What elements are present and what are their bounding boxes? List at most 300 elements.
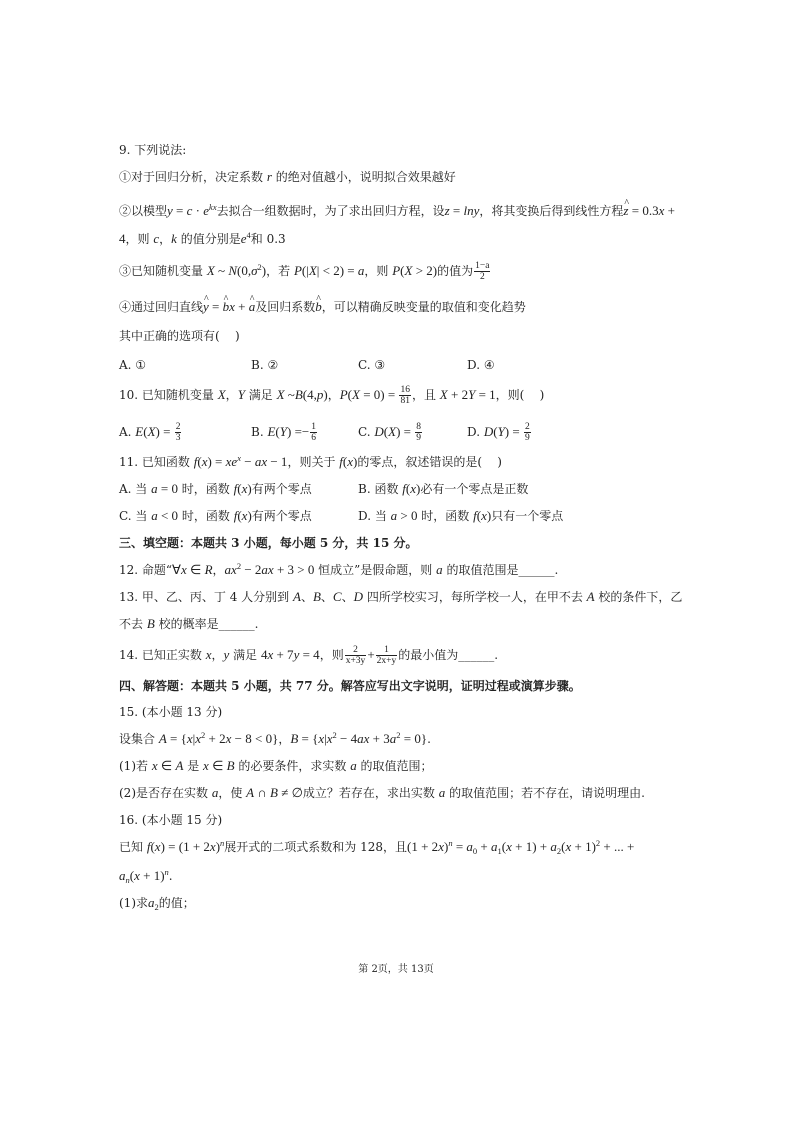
page-footer: 第 2页，共 13页 <box>358 964 434 975</box>
denominator: 6 <box>311 433 316 443</box>
math-symbols: ( <box>237 508 242 523</box>
question-10-stem <box>119 385 545 406</box>
math-variable: a <box>438 785 446 800</box>
text-run: 的值为 <box>437 264 474 278</box>
fraction <box>474 261 490 282</box>
text-run: 是 <box>183 759 204 773</box>
math-symbols: > 2) <box>412 263 438 278</box>
math-symbols: ( <box>405 481 411 496</box>
math-variable: ax <box>254 454 268 469</box>
text-run: 满足 <box>229 648 261 662</box>
question-15-stem <box>119 730 431 748</box>
math-variable: P <box>339 387 348 402</box>
superscript: kx <box>209 202 217 212</box>
superscript: n <box>220 838 225 848</box>
text-run: (2)是否存在实数 <box>119 786 212 800</box>
math-variable: ax <box>224 562 237 577</box>
math-variable: D <box>483 424 494 439</box>
math-variable: a <box>148 895 155 910</box>
math-variable: E <box>267 424 276 439</box>
math-symbols: ∩ <box>254 785 270 800</box>
text-run: D. 当 <box>358 509 391 523</box>
math-variable: X <box>308 263 317 278</box>
math-symbols: ( <box>383 424 389 439</box>
math-variable: B <box>294 387 303 402</box>
math-variable: x <box>241 481 248 496</box>
q11-option-c <box>119 507 312 525</box>
math-variable: x <box>241 508 248 523</box>
math-variable: N <box>228 263 237 278</box>
math-variable: lny <box>463 203 480 218</box>
math-symbols: ( <box>493 424 498 439</box>
math-variable: x <box>658 203 665 218</box>
math-symbols: ∈ <box>157 758 176 773</box>
math-variable: ax <box>357 731 370 746</box>
math-symbols: ) = <box>396 424 415 439</box>
math-variable: x <box>134 868 140 883</box>
math-symbols: ) <box>247 508 252 523</box>
math-symbols: ) <box>486 508 492 523</box>
math-symbols: = <box>449 203 464 218</box>
math-symbols: − 2 <box>241 562 262 577</box>
text-run: ，可以精确反映变量的取值和变化趋势 <box>321 300 526 314</box>
q15-part-2 <box>119 784 645 802</box>
text-run: ，则关于 <box>287 455 340 469</box>
question-16-stem-line-1 <box>119 838 634 856</box>
math-variable: xe <box>225 454 238 469</box>
text-run: ， <box>278 732 291 746</box>
math-symbols: > 0 <box>397 508 418 523</box>
question-13-line-1 <box>119 588 682 606</box>
text-run: ，则 <box>364 264 393 278</box>
text-run: 的值分别是 <box>176 232 241 246</box>
math-variable: f <box>233 481 238 496</box>
denominator: 9 <box>416 433 421 443</box>
math-variable: x <box>225 731 232 746</box>
text-run: 及回归系数 <box>255 300 316 314</box>
math-variable: y <box>293 647 300 662</box>
math-variable: A <box>246 785 255 800</box>
math-variable: A <box>175 758 184 773</box>
math-variable: B <box>290 731 299 746</box>
math-variable: x <box>205 647 212 662</box>
q10-option-b <box>251 422 318 443</box>
math-symbols: + 1) <box>139 868 165 883</box>
math-variable: c <box>186 203 193 218</box>
math-variable: c <box>153 231 160 246</box>
text-run: 的必要条件，求实数 <box>234 759 351 773</box>
math-symbols: ) <box>416 481 421 496</box>
text-run: ，将其变换后得到线性方程 <box>479 204 624 218</box>
math-variable: x <box>267 647 274 662</box>
q9-option-d: D. ④ <box>467 358 495 372</box>
math-symbols: − 1 <box>267 454 288 469</box>
math-variable: X <box>404 263 413 278</box>
math-symbols: · <box>192 203 204 218</box>
math-variable: a <box>211 785 219 800</box>
math-variable: Y <box>468 387 476 402</box>
text-run: ，则 <box>319 648 344 662</box>
denominator: 3 <box>175 433 181 443</box>
math-variable: a <box>389 731 397 746</box>
text-run: 11. 已知函数 <box>119 455 194 469</box>
math-variable: a <box>491 839 498 854</box>
fraction <box>524 422 531 443</box>
math-variable: x <box>410 481 417 496</box>
text-run: D. <box>467 425 484 439</box>
math-symbols: ( <box>561 839 566 854</box>
text-run: ， <box>211 648 224 662</box>
numerator: 2 <box>345 645 367 656</box>
subscript: 1 <box>497 846 502 856</box>
numerator: 1 <box>376 645 398 656</box>
text-run: 12. 命题“ <box>119 563 173 577</box>
fraction <box>175 422 182 443</box>
text-run: 成立？若存在，求出实数 <box>302 786 439 800</box>
math-variable: e <box>203 203 210 218</box>
text-run: . <box>168 869 173 883</box>
hat-symbol: ^ z <box>623 203 628 218</box>
math-symbols: ) = <box>504 424 523 439</box>
math-symbols: = 4 <box>299 647 320 662</box>
math-variable: a <box>151 481 158 496</box>
math-symbols: ) <box>215 839 221 854</box>
text-run: B. 函数 <box>358 482 403 496</box>
superscript: 2 <box>332 730 337 740</box>
text-run: (1)若 <box>119 759 152 773</box>
text-run: 已知 <box>119 840 147 854</box>
text-run: A. <box>119 425 136 439</box>
math-symbols: = 1 <box>475 387 496 402</box>
question-9-title: 9. 下列说法: <box>119 143 187 157</box>
superscript: x <box>237 453 241 463</box>
math-variable: x <box>180 562 187 577</box>
math-symbols: + 3 <box>369 731 390 746</box>
math-symbols: ∀ <box>172 562 181 577</box>
math-variable: A <box>158 731 167 746</box>
math-symbols: ) <box>443 839 449 854</box>
math-symbols: = <box>452 839 467 854</box>
fraction <box>310 422 317 443</box>
math-variable: f <box>146 839 151 854</box>
math-symbols: ( <box>400 263 405 278</box>
math-variable: X <box>439 387 448 402</box>
math-variable: a <box>436 562 443 577</box>
math-variable: X <box>147 424 156 439</box>
math-variable: z <box>444 203 450 218</box>
math-variable: x <box>229 299 235 314</box>
text-run: ， <box>327 388 340 402</box>
math-symbols: ~ <box>214 263 229 278</box>
math-variable: x <box>318 731 325 746</box>
subscript: 0 <box>472 846 478 856</box>
denominator: 2x+y <box>376 656 397 666</box>
text-run: 满足 <box>244 388 277 402</box>
math-symbols: = 0 <box>157 481 178 496</box>
text-run: ③已知随机变量 <box>119 264 207 278</box>
question-13-line-2 <box>119 615 258 633</box>
text-run: ，若 <box>266 264 294 278</box>
math-symbols: ) <box>353 454 358 469</box>
math-symbols: − <box>240 454 255 469</box>
math-variable: B <box>312 589 321 604</box>
math-variable: x <box>195 731 202 746</box>
math-variable: E <box>135 424 144 439</box>
text-run: ②以模型 <box>119 204 168 218</box>
denominator: x+3y <box>345 656 366 666</box>
q10-option-d <box>467 422 532 443</box>
math-symbols: ) <box>261 263 267 278</box>
math-symbols: + 2 <box>205 731 226 746</box>
math-symbols: = <box>172 203 187 218</box>
subscript: n <box>125 875 130 885</box>
math-variable: D <box>353 589 363 604</box>
math-symbols: = 0) = <box>359 387 399 402</box>
text-run: ，则 <box>125 232 154 246</box>
math-variable: a <box>151 508 158 523</box>
math-symbols: | < 2) = <box>316 263 358 278</box>
denominator: 81 <box>400 396 410 406</box>
math-variable: f <box>402 481 406 496</box>
text-run: 、 <box>341 590 354 604</box>
numerator: 1−a <box>475 261 490 271</box>
text-run: 、 <box>300 590 313 604</box>
math-variable: x <box>154 839 161 854</box>
math-symbols: 4 <box>119 231 126 246</box>
math-variable: σ <box>251 263 258 278</box>
math-symbols: ) =− <box>286 424 310 439</box>
math-variable: A <box>586 589 595 604</box>
q9-option-a: A. ① <box>119 358 147 372</box>
q10-option-a <box>119 422 182 443</box>
superscript: 2 <box>595 838 601 848</box>
math-variable: x <box>209 839 216 854</box>
text-run: (1)求 <box>119 896 148 910</box>
superscript: 2 <box>201 730 206 740</box>
text-run: 设集合 <box>119 732 159 746</box>
text-run: ，则( ) <box>495 388 545 402</box>
math-variable: p <box>316 387 324 402</box>
text-run: 展开式的二项式系数和为 128，且 <box>224 840 408 854</box>
math-symbols: + 2 <box>447 387 469 402</box>
text-run: 有两个零点 <box>251 509 312 523</box>
math-variable: y <box>223 647 230 662</box>
math-symbols: ( <box>237 481 242 496</box>
math-symbols: + <box>367 647 375 662</box>
math-variable: a <box>550 839 557 854</box>
math-variable: y <box>167 203 173 218</box>
text-run: 去拟合一组数据时，为了求出回归方程，设 <box>216 204 445 218</box>
math-variable: P <box>293 263 302 278</box>
math-variable: f <box>193 454 198 469</box>
text-run: 时，函数 <box>417 509 474 523</box>
math-symbols: − 4 <box>336 731 358 746</box>
math-symbols: ∈ <box>186 562 205 577</box>
text-run: 校的条件下，乙 <box>594 590 683 604</box>
math-variable: A <box>292 589 301 604</box>
math-variable: f <box>473 508 477 523</box>
subscript: 2 <box>154 902 159 912</box>
text-run: A. 当 <box>119 482 152 496</box>
q11-option-a <box>119 480 312 498</box>
section-4-heading: 四、解答题：本题共 5 小题，共 77 分。解答应写出文字说明，证明过程或演算步骤。 <box>119 679 581 693</box>
q9-option-b: B. ② <box>251 358 279 372</box>
text-run: ①对于回归分析，决定系数 <box>119 170 267 184</box>
math-variable: ax <box>261 562 274 577</box>
math-symbols: (0, <box>237 263 252 278</box>
math-variable: D <box>374 424 384 439</box>
math-variable: x <box>565 839 572 854</box>
q9-statement-2 <box>119 202 675 220</box>
text-run: 的绝对值越小，说明拟合效果越好 <box>271 170 456 184</box>
math-variable: x <box>438 839 444 854</box>
math-variable: e <box>240 231 247 246</box>
math-variable: B <box>270 785 278 800</box>
denominator: 9 <box>524 433 530 443</box>
text-run: 有两个零点 <box>251 482 312 496</box>
section-3-heading: 三、填空题：本题共 3 小题，每小题 5 分，共 15 分。 <box>119 536 418 550</box>
q9-statement-4 <box>119 298 526 316</box>
math-variable: r <box>266 169 272 184</box>
math-symbols: = 0} <box>400 731 428 746</box>
math-variable: f <box>233 508 238 523</box>
math-symbols: 4 <box>260 647 268 662</box>
math-symbols: ~ <box>284 387 295 402</box>
q10-option-c <box>358 422 423 443</box>
math-variable: x <box>186 731 193 746</box>
text-run: 的取值范围； <box>356 759 433 773</box>
numerator: 2 <box>524 422 530 432</box>
denominator: 2 <box>479 272 485 282</box>
math-variable: a <box>357 263 365 278</box>
text-run: 时，函数 <box>178 509 234 523</box>
math-variable: a <box>119 868 126 883</box>
math-symbols: ( <box>129 868 135 883</box>
math-variable: R <box>204 562 213 577</box>
q16-part-1 <box>119 894 195 912</box>
q11-option-d <box>358 507 563 525</box>
text-run: 的零点，叙述错误的是( ) <box>357 455 502 469</box>
text-run: 的取值范围；若不存在，请说明理由. <box>445 786 645 800</box>
text-run: 和 0.3 <box>250 232 286 246</box>
math-symbols: = <box>208 299 223 314</box>
math-symbols: ( <box>143 424 148 439</box>
fraction <box>376 645 398 666</box>
text-run: 13. 甲、乙、丙、丁 4 人分别到 <box>119 590 293 604</box>
question-12-stem <box>119 561 558 579</box>
math-symbols: < 0 <box>157 508 179 523</box>
math-variable: P <box>392 263 401 278</box>
text-run: ，且 <box>411 388 440 402</box>
math-variable: x <box>203 758 209 773</box>
math-variable: X <box>217 387 226 402</box>
math-variable: a <box>390 508 398 523</box>
math-symbols: ( <box>197 454 202 469</box>
superscript: 2 <box>236 561 242 571</box>
hat-symbol: ^ a <box>249 299 256 314</box>
math-variable: x <box>326 731 333 746</box>
question-16-stem-line-2 <box>119 867 173 885</box>
subscript: 2 <box>556 846 562 856</box>
math-variable: x <box>151 758 158 773</box>
hat-symbol: ^ b <box>315 299 322 314</box>
math-variable: k <box>171 231 177 246</box>
math-symbols: = { <box>298 731 319 746</box>
text-run: 必有一个零点是正数 <box>420 482 529 496</box>
math-symbols: (1 + 2 <box>407 839 439 854</box>
math-variable: f <box>339 454 343 469</box>
q9-statement-1 <box>119 168 456 186</box>
text-run: 四所学校实习，每所学校一人，在甲不去 <box>363 590 587 604</box>
math-variable: X <box>352 387 360 402</box>
math-symbols: = 0.3 <box>628 203 659 218</box>
text-run: ， <box>225 388 238 402</box>
math-symbols: = { <box>166 731 187 746</box>
superscript: 2 <box>257 262 262 272</box>
math-symbols: ( <box>275 424 280 439</box>
math-variable: x <box>481 508 487 523</box>
q9-statement-3 <box>119 261 491 282</box>
math-variable: X <box>276 387 285 402</box>
question-15-title: 15. (本小题 13 分) <box>119 705 223 719</box>
question-11-stem <box>119 453 502 471</box>
math-variable: B <box>146 616 155 631</box>
math-variable: x <box>347 454 354 469</box>
math-symbols: ( <box>342 454 348 469</box>
math-symbols: + ... + <box>600 839 635 854</box>
text-run: 的值； <box>158 896 195 910</box>
math-symbols: (4, <box>302 387 317 402</box>
math-symbols: + <box>477 839 491 854</box>
math-variable: Y <box>237 387 245 402</box>
math-symbols: ) <box>247 481 252 496</box>
numerator: 1 <box>311 422 316 432</box>
math-symbols: + <box>664 203 675 218</box>
text-run: 14. 已知正实数 <box>119 648 206 662</box>
text-run: ，使 <box>218 786 247 800</box>
text-run: ， <box>212 563 225 577</box>
text-run: 的最小值为______. <box>398 648 499 662</box>
superscript: n <box>448 838 453 848</box>
hat-symbol: ^ y <box>203 299 209 314</box>
text-run: 恒成立”是假命题，则 <box>314 563 437 577</box>
math-variable: Y <box>497 424 505 439</box>
math-symbols: ) = <box>155 424 174 439</box>
math-symbols: + <box>234 299 249 314</box>
text-run: . <box>427 732 431 746</box>
fraction <box>415 422 422 443</box>
math-symbols: ) = <box>207 454 226 469</box>
superscript: n <box>164 867 169 877</box>
numerator: 16 <box>400 385 410 395</box>
math-symbols: + 1) + <box>511 839 551 854</box>
math-symbols: ( <box>150 839 155 854</box>
text-run: 不去 <box>119 617 147 631</box>
text-run: ④通过回归直线 <box>119 300 204 314</box>
q9-option-c: C. ③ <box>358 358 386 372</box>
math-symbols: ≠ ∅ <box>277 785 303 800</box>
math-symbols: ∈ <box>208 758 227 773</box>
superscript: 4 <box>246 230 251 240</box>
math-symbols: ( <box>501 839 507 854</box>
math-variable: x <box>201 454 208 469</box>
text-run: 10. 已知随机变量 <box>119 388 218 402</box>
q9-prompt: 其中正确的选项有( ) <box>119 329 240 343</box>
text-run: B. <box>251 425 268 439</box>
q9-statement-2-continued <box>119 230 286 248</box>
math-symbols: (| <box>301 263 309 278</box>
text-run: 只有一个零点 <box>491 509 564 523</box>
